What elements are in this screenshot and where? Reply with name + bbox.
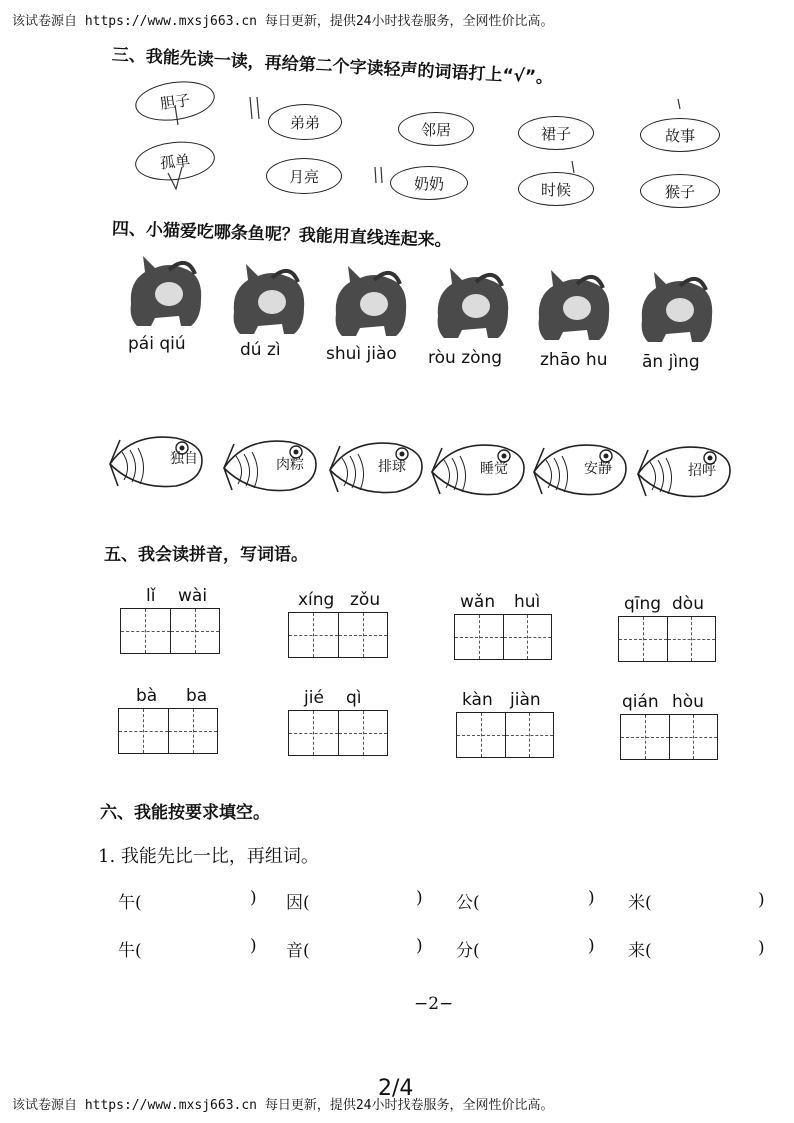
section-3-title: 三、我能先读一读，再给第二个字读轻声的词语打上“√”。 [111, 45, 554, 89]
fish-label: 肉粽 [276, 457, 304, 473]
writing-grid[interactable] [120, 608, 220, 654]
pinyin-label: ròu zòng [428, 348, 503, 368]
cat-image [432, 264, 512, 342]
fish-label: 睡觉 [480, 461, 508, 477]
writing-grid[interactable] [288, 710, 388, 756]
writing-grid[interactable] [454, 614, 552, 660]
fill-blank-prefix: 来( [628, 941, 652, 961]
fill-blank-close: ) [758, 938, 765, 958]
fill-blank-close: ) [758, 890, 765, 910]
pinyin-label: ba [186, 686, 208, 706]
fill-blank-prefix: 米( [628, 893, 652, 913]
pinyin-label: zǒu [350, 590, 381, 610]
fill-blank-prefix: 牛( [118, 941, 142, 961]
section-4-title: 四、小猫爱吃哪条鱼呢？我能用直线连起来。 [111, 219, 453, 251]
fill-blank-close: ) [416, 888, 423, 908]
writing-grid[interactable] [456, 712, 554, 758]
fill-blank-close: ) [588, 888, 595, 908]
pinyin-label: pái qiú [128, 334, 186, 354]
question-1: 1. 我能先比一比，再组词。 [98, 846, 319, 867]
page-number: −2− [414, 994, 454, 1014]
section-5-title: 五、我会读拼音，写词语。 [104, 545, 308, 565]
writing-grid[interactable] [620, 714, 718, 760]
word-oval: 弟弟 [268, 104, 342, 140]
pinyin-label: jié [304, 688, 324, 708]
cat-image [228, 260, 308, 338]
pinyin-label: jiàn [510, 690, 541, 710]
section-6-title: 六、我能按要求填空。 [100, 803, 270, 823]
fish-image [220, 432, 320, 496]
fish-label: 独自 [170, 451, 198, 467]
pinyin-label: wǎn [460, 592, 496, 612]
pencil-marks [130, 85, 730, 205]
pinyin-label: wài [178, 586, 208, 606]
fill-blank-close: ) [250, 888, 257, 908]
watermark-bottom: 该试卷源自 https://www.mxsj663.cn 每日更新，提供24小时找卷服务，全网性价比高。 [12, 1098, 554, 1113]
pinyin-label: hòu [672, 692, 704, 712]
pinyin-label: kàn [462, 690, 493, 710]
pinyin-label: zhāo hu [540, 350, 608, 370]
word-oval: 月亮 [266, 158, 342, 194]
word-oval: 邻居 [398, 112, 474, 146]
fill-blank-prefix: 公( [456, 893, 480, 913]
pinyin-label: dú zì [240, 340, 281, 360]
writing-grid[interactable] [118, 708, 218, 754]
fill-blank-close: ) [416, 936, 423, 956]
fill-blank-prefix: 分( [456, 941, 480, 961]
pinyin-label: lǐ [146, 586, 156, 606]
word-oval: 孤单 [133, 138, 217, 184]
pinyin-label: shuì jiào [326, 344, 397, 364]
pinyin-label: bà [136, 686, 158, 706]
cat-image [125, 252, 205, 330]
cat-image [533, 266, 613, 344]
pinyin-label: xíng [298, 590, 335, 610]
fish-image [530, 436, 630, 500]
pinyin-label: ān jìng [642, 352, 700, 372]
fill-blank-close: ) [250, 936, 257, 956]
fish-label: 招呼 [688, 463, 716, 479]
page-counter: 2/4 [378, 1076, 414, 1101]
fish-label: 安静 [584, 461, 612, 477]
fish-image [326, 434, 426, 498]
fill-blank-prefix: 因( [286, 893, 310, 913]
word-oval: 裙子 [518, 116, 594, 150]
writing-grid[interactable] [618, 616, 716, 662]
fish-image [634, 438, 734, 502]
pinyin-label: dòu [672, 594, 704, 614]
word-oval: 奶奶 [390, 166, 468, 200]
word-oval: 胆子 [133, 77, 218, 126]
word-oval: 猴子 [640, 174, 720, 208]
pinyin-label: qīng [624, 594, 662, 614]
fill-blank-close: ) [588, 936, 595, 956]
fish-image [428, 436, 528, 500]
word-oval: 时候 [518, 172, 594, 206]
fill-blank-prefix: 午( [118, 893, 142, 913]
pinyin-label: qì [346, 688, 362, 708]
pinyin-label: qián [622, 692, 659, 712]
cat-image [330, 262, 410, 340]
watermark-top: 该试卷源自 https://www.mxsj663.cn 每日更新，提供24小时找卷服务，全网性价比高。 [12, 14, 554, 29]
cat-image [636, 268, 716, 346]
fish-label: 排球 [378, 459, 406, 475]
pinyin-label: huì [514, 592, 541, 612]
writing-grid[interactable] [288, 612, 388, 658]
word-oval: 故事 [640, 118, 720, 152]
fill-blank-prefix: 音( [286, 941, 310, 961]
